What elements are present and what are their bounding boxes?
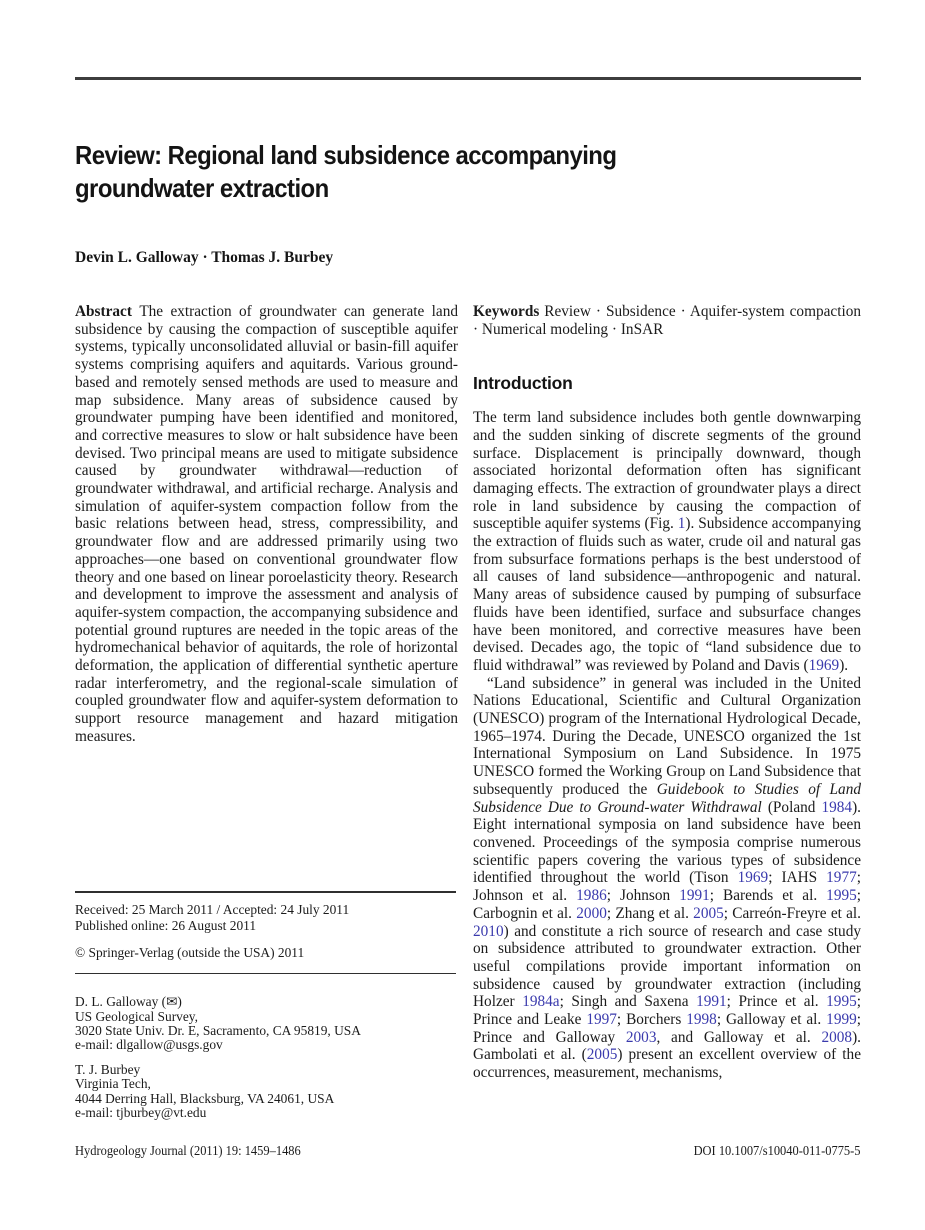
address-line: Virginia Tech, xyxy=(75,1076,151,1092)
citation-link[interactable]: 2005 xyxy=(586,1046,618,1064)
body-text: ). Eight international symposia on land subsidence have been convened. Proceedings of the symposia comprise numerous scientific papers covering the various types of subsidence identified throughout the world (Tison xyxy=(473,798,861,887)
address-line: 3020 State Univ. Dr. E, Sacramento, CA 95819, USA xyxy=(75,1022,361,1038)
address-block-galloway xyxy=(75,995,456,1052)
citation-link[interactable]: 1997 xyxy=(586,1011,617,1029)
authors-line: Devin L. Galloway · Thomas J. Burbey xyxy=(75,249,334,266)
citation-link[interactable]: 1999 xyxy=(826,1011,857,1029)
footer-journal-ref: Hydrogeology Journal (2011) 19: 1459–1486 xyxy=(75,1143,301,1158)
email-line: e-mail: tjburbey@vt.edu xyxy=(75,1104,207,1120)
body-text: ). Gambolati et al. ( xyxy=(473,1028,861,1064)
address-line: 4044 Derring Hall, Blacksburg, VA 24061, USA xyxy=(75,1090,335,1106)
citation-link[interactable]: 1995 xyxy=(826,993,857,1011)
body-text: ; Galloway et al. xyxy=(716,1011,827,1029)
body-text: ; Barends et al. xyxy=(709,887,827,905)
article-info-rule-top xyxy=(75,891,456,893)
body-text: ). xyxy=(839,656,849,674)
citation-link[interactable]: 1969 xyxy=(808,656,840,674)
address-name-line: T. J. Burbey xyxy=(75,1062,141,1078)
abstract-paragraph xyxy=(75,303,458,746)
received-accepted-block xyxy=(75,902,456,936)
article-info-block xyxy=(75,891,456,1120)
body-text: ; IAHS xyxy=(768,869,827,887)
citation-link[interactable]: 1 xyxy=(677,515,686,533)
right-column xyxy=(473,303,861,1082)
body-text: ; Borchers xyxy=(616,1011,687,1029)
body-text: ; Johnson et al. xyxy=(473,869,861,905)
body-text: The term land subsidence includes both gentle downwarping and the sudden sinking of discrete segments of the ground surface. Displacement is principally downward, though associated horizontal deformation often has significant damaging effects. The extraction of groundwater plays a direct role in land subsidence by causing the compaction of susceptible aquifer systems (Fig. xyxy=(473,409,861,533)
body-text: ; Singh and Saxena xyxy=(559,993,697,1011)
keywords-paragraph xyxy=(473,303,861,338)
body-text: ; Carbognin et al. xyxy=(473,887,862,922)
citation-link[interactable]: 2005 xyxy=(693,904,724,922)
header-rule xyxy=(75,77,861,80)
section-heading-introduction: Introduction xyxy=(473,373,573,394)
body-text: ; Prince et al. xyxy=(726,993,827,1011)
citation-link[interactable]: 1977 xyxy=(826,869,857,887)
body-text: ) and constitute a rich source of research and case study on subsidence attributed to groundwater extraction. Other useful compilations provide important information on subsidence caused by groundwater extraction (including Holzer xyxy=(473,922,861,1011)
address-block-burbey xyxy=(75,1063,456,1120)
body-text: ) present an excellent overview of the occurrences, measurement, mechanisms, xyxy=(473,1046,861,1082)
envelope-icon: (✉) xyxy=(161,994,182,1010)
citation-link[interactable]: 1984a xyxy=(522,993,560,1011)
citation-link[interactable]: 2003 xyxy=(625,1028,657,1046)
author-addresses xyxy=(75,995,456,1120)
body-text: ; Zhang et al. xyxy=(606,904,694,922)
body-text: Abstract xyxy=(75,303,140,320)
body-text: “Land subsidence” in general was included in the United Nations Educational, Scientific and Cultural Organization (UNESCO) program of the International Hydrological Decade, 1965–1974. During the Decade, UNESCO organized the 1st International Symposium on Land Subsidence. In 1975 UNESCO formed the Working Group on Land Subsidence that subsequently produced the xyxy=(473,674,861,798)
citation-link[interactable]: 1984 xyxy=(821,798,853,816)
published-line: Published online: 26 August 2011 xyxy=(75,918,257,934)
citation-link[interactable]: 1991 xyxy=(679,887,710,905)
intro-paragraph-2 xyxy=(473,675,861,1082)
citation-link[interactable]: 2000 xyxy=(576,904,607,922)
intro-paragraph-1 xyxy=(473,409,861,675)
body-text: ; Prince and Galloway xyxy=(473,1011,862,1046)
body-text: Review · Subsidence · Aquifer-system compaction · Numerical modeling · InSAR xyxy=(473,303,862,338)
body-text: ). Subsidence accompanying the extraction of fluids such as water, crude oil and natural gas from subsurface formations perhaps is the best understood of all causes of land subsidence—anthropogenic and natural. Many areas of subsidence caused by pumping of subsurface fluids have been identified, surface and subsurface changes have been monitored, and corrective measures have been devised. Decades ago, the topic of “land subsidence due to fluid withdrawal” was reviewed by Poland and Davis ( xyxy=(473,515,861,674)
body-text: (Poland xyxy=(761,798,822,816)
email-line: e-mail: dlgallow@usgs.gov xyxy=(75,1037,223,1052)
body-text: ; Carreón-Freyre et al. xyxy=(723,904,861,922)
author-name: D. L. Galloway xyxy=(75,994,159,1010)
copyright-line: © Springer-Verlag (outside the USA) 2011 xyxy=(75,945,305,961)
article-info-rule-bottom xyxy=(75,973,456,975)
citation-link[interactable]: 2010 xyxy=(473,922,504,940)
address-line: US Geological Survey, xyxy=(75,1008,198,1024)
body-text: Keywords xyxy=(473,303,545,320)
footer-doi: DOI 10.1007/s10040-011-0775-5 xyxy=(694,1143,861,1158)
address-name-line xyxy=(75,995,456,1009)
body-text: ; Johnson xyxy=(606,887,680,905)
citation-link[interactable]: 1995 xyxy=(826,887,857,905)
received-line: Received: 25 March 2011 / Accepted: 24 July 2011 xyxy=(75,901,350,917)
page-footer xyxy=(75,1143,861,1159)
citation-link[interactable]: 1986 xyxy=(576,887,607,905)
citation-link[interactable]: 1998 xyxy=(686,1011,717,1029)
left-column xyxy=(75,303,458,746)
body-text: , and Galloway et al. xyxy=(656,1028,822,1046)
body-text: ; Prince and Leake xyxy=(473,993,861,1029)
book-title-italic: Guidebook to Studies of Land Subsidence Due to Ground-water Withdrawal xyxy=(473,780,861,816)
body-text: The extraction of groundwater can generate land subsidence by causing the compaction of susceptible aquifer systems, typically unconsolidated alluvial or basin-fill aquifer systems comprising aquifers and aquitards. Various ground-based and remotely sensed methods are used to measure and map subsidence. Many areas of subsidence caused by groundwater pumping have been identified and monitored, and corrective measures to slow or halt subsidence have been devised. Two principal means are used to mitigate subsidence caused by groundwater withdrawal—reduction of groundwater withdrawal, and artificial recharge. Analysis and simulation of aquifer-system compaction follow from the basic relations between head, stress, compressibility, and groundwater flow and are addressed primarily using two approaches—one based on conventional groundwater flow theory and one based on linear poroelasticity theory. Research and development to improve the assessment and analysis of aquifer-system compaction, the accompanying subsidence and potential ground ruptures are needed in the topic areas of the hydromechanical behavior of aquitards, the role of horizontal deformation, the application of differential synthetic aperture radar interferometry, and the regional-scale simulation of coupled groundwater flow and aquifer-system deformation to support resource management and hazard mitigation measures. xyxy=(75,303,458,745)
citation-link[interactable]: 2008 xyxy=(821,1028,853,1046)
citation-link[interactable]: 1991 xyxy=(696,993,727,1011)
page-title: Review: Regional land subsidence accompanying groundwater extraction xyxy=(75,140,617,203)
citation-link[interactable]: 1969 xyxy=(737,869,769,887)
